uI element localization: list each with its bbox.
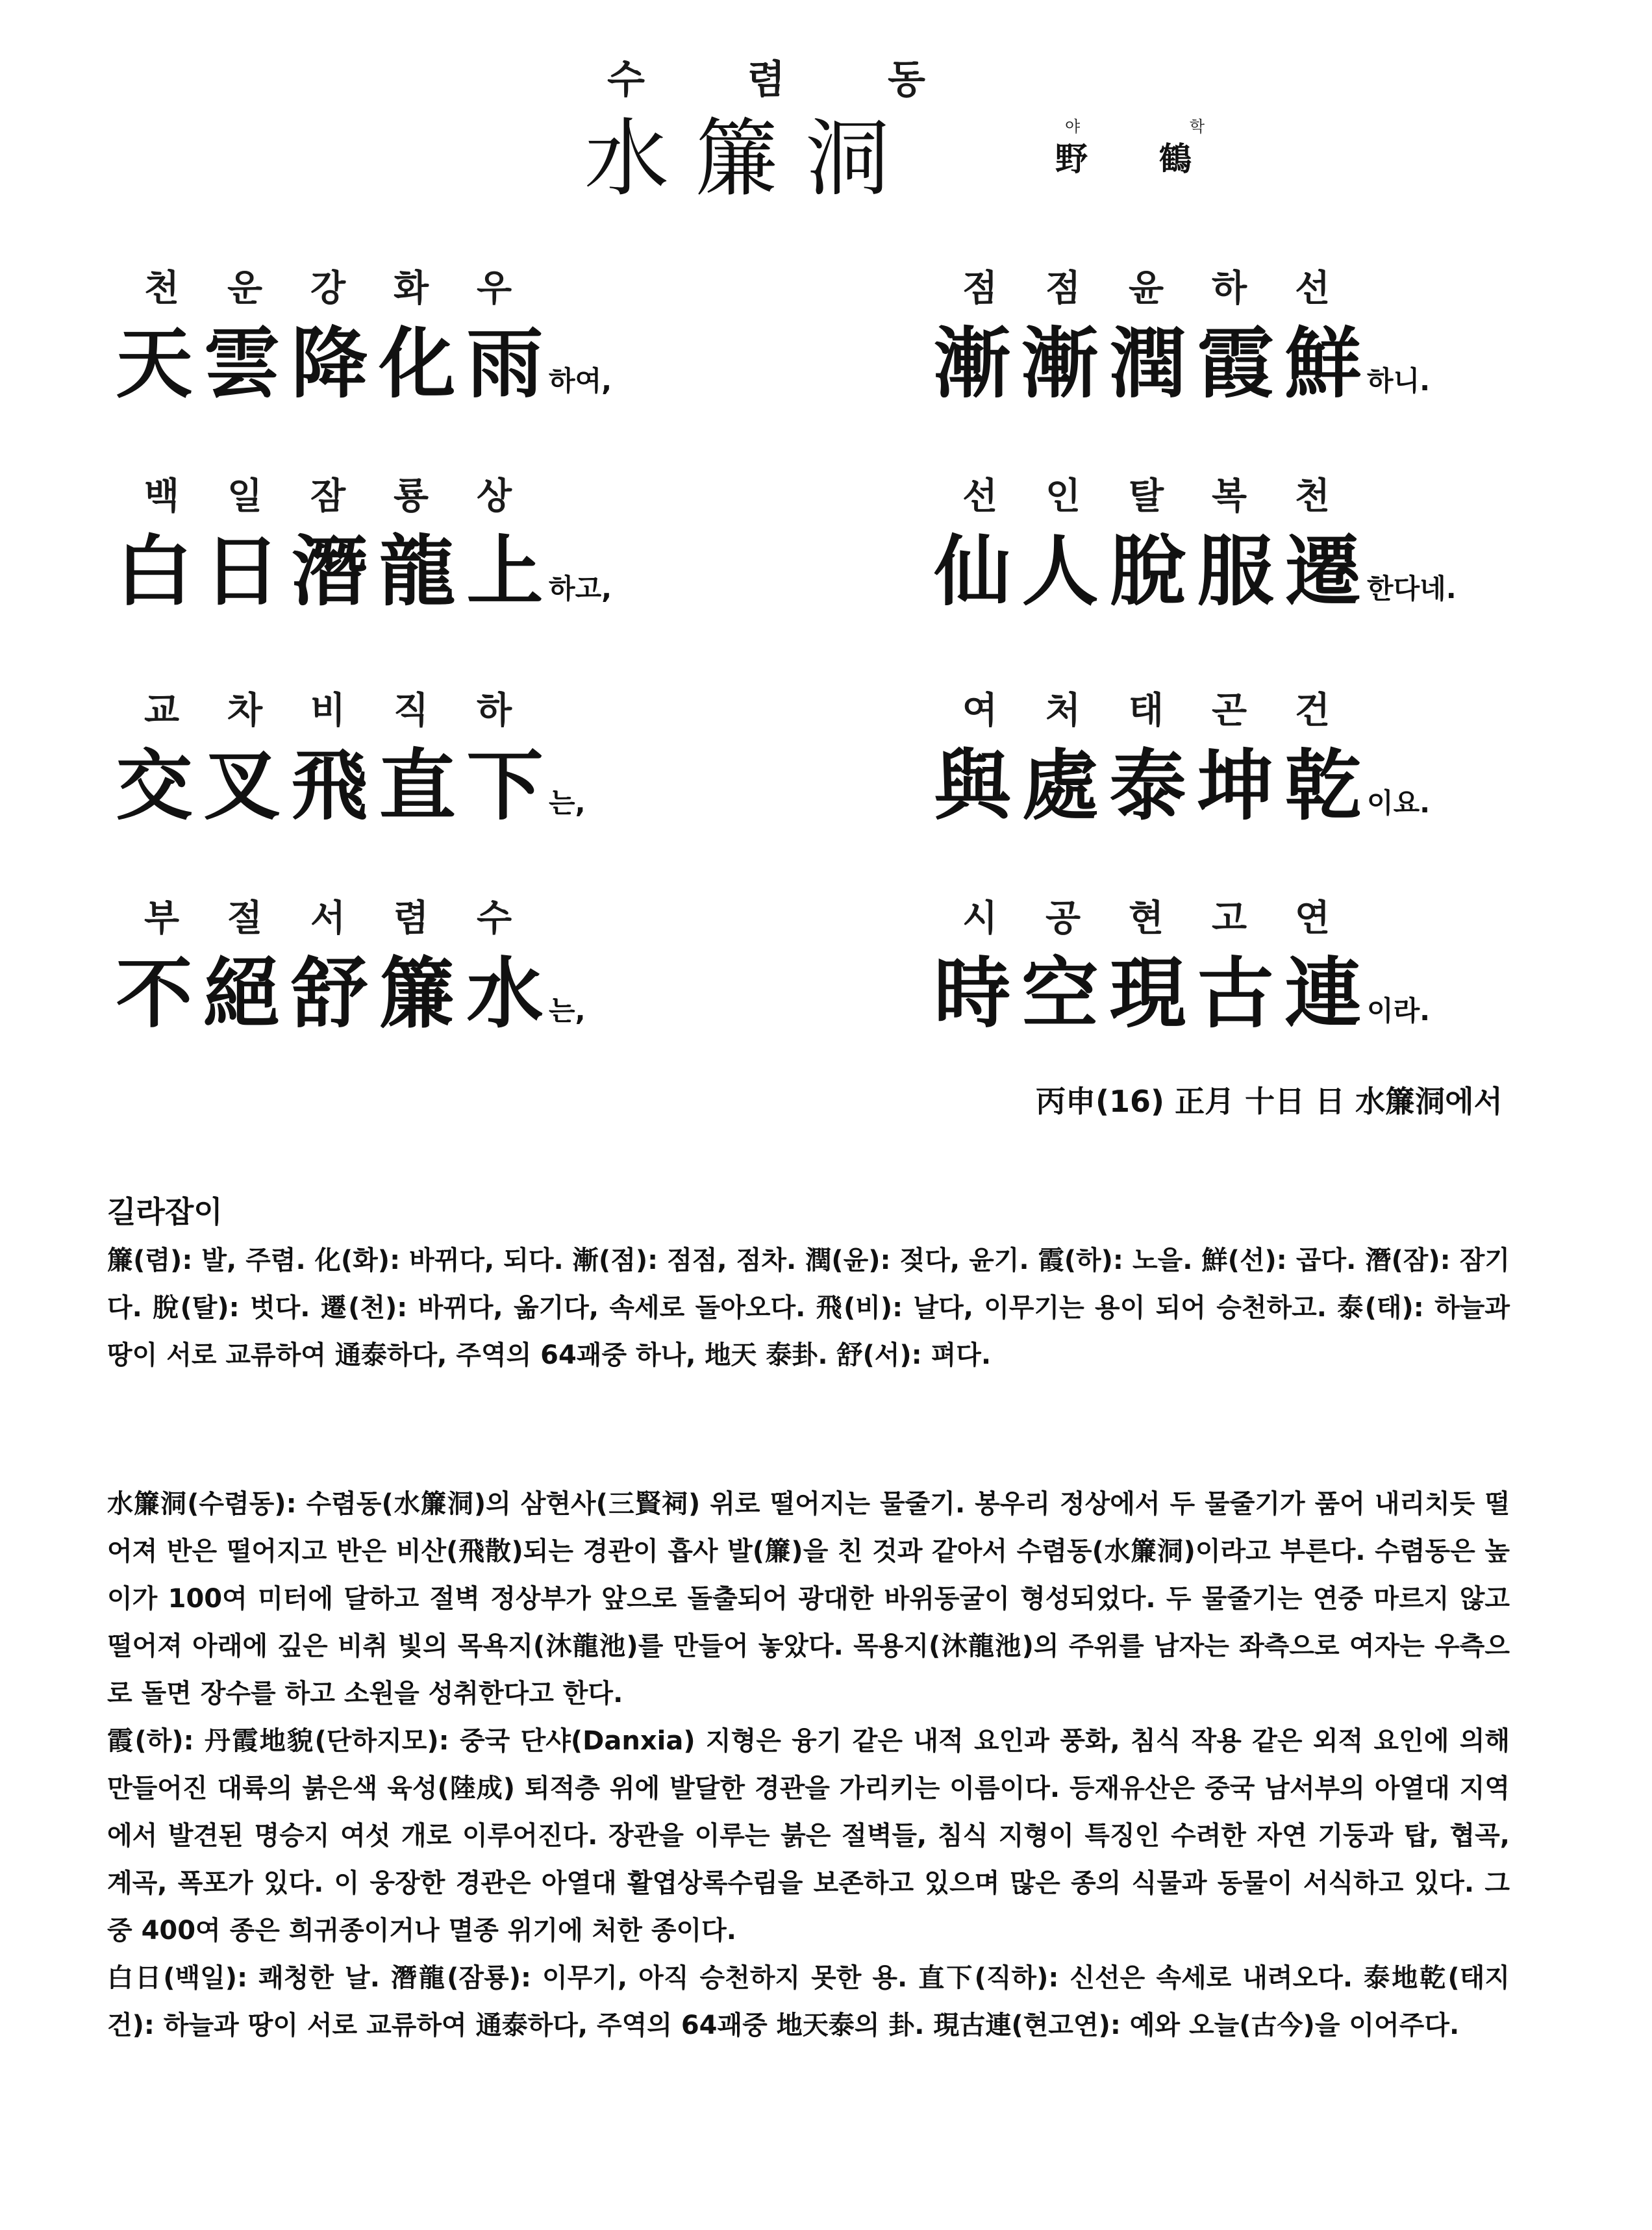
verse-hanja-line xyxy=(110,724,586,834)
verse-hanja-char: 直 xyxy=(379,740,456,831)
verse-hanja-char: 潛 xyxy=(291,526,368,616)
verse-hanja-char: 天 xyxy=(116,318,193,408)
verse-reading-char: 서 xyxy=(310,897,346,940)
verse-reading-char: 직 xyxy=(393,690,429,732)
verse-hanja-char: 降 xyxy=(291,318,368,408)
glossary-paragraph: 白日(백일): 쾌청한 날. 潛龍(잠룡): 이무기, 아직 승천하지 못한 용. 直下(직하): 신선은 속세로 내려오다. 泰地乾(태지건): 하늘과 땅이 서로 교류하여 通泰하다, 주역의 64괘중 地天泰의 卦. 現古連(현고연): 예와 오늘(古今)을 이어주다. xyxy=(107,1963,1510,2040)
verse-hanja-char: 霞 xyxy=(1197,318,1274,408)
verse-hanja-char: 古 xyxy=(1197,948,1274,1038)
verse-reading-char: 현 xyxy=(1128,897,1164,940)
verse-reading-char: 시 xyxy=(962,897,998,940)
verse-hanja-line xyxy=(929,302,1430,412)
glossary-block-1 xyxy=(107,1237,1510,1379)
verse-reading-char: 부 xyxy=(144,897,180,940)
verse-suffix: 는, xyxy=(549,995,586,1027)
verse-suffix: 하니. xyxy=(1367,365,1431,397)
verse-reading-char: 하 xyxy=(1211,268,1247,310)
title-reading-char: 렴 xyxy=(747,57,785,103)
title-hanja-char: 洞 xyxy=(805,109,916,208)
verse-reading-char: 수 xyxy=(476,897,512,940)
verse-hanja-char: 下 xyxy=(466,740,544,831)
verse-hanja-char: 空 xyxy=(1021,948,1099,1038)
verse-hanja-char: 飛 xyxy=(291,740,368,831)
title-hanja-char: 簾 xyxy=(695,109,806,208)
verse-reading-char: 백 xyxy=(144,475,180,518)
verse-reading-char: 연 xyxy=(1294,897,1331,940)
verse-hanja-char: 交 xyxy=(116,740,193,831)
verse-hanja-char: 泰 xyxy=(1109,740,1186,831)
verse-hanja-char: 漸 xyxy=(1021,318,1099,408)
verse-reading-char: 인 xyxy=(1045,475,1081,518)
verse-hanja-char: 現 xyxy=(1109,948,1186,1038)
verse-hanja-char: 時 xyxy=(934,948,1011,1038)
verse-suffix: 는, xyxy=(549,787,586,819)
verse-hanja-char: 不 xyxy=(116,948,193,1038)
verse-hanja-char: 連 xyxy=(1284,948,1362,1038)
verse-hanja-char: 與 xyxy=(934,740,1011,831)
glossary-paragraph: 水簾洞(수렴동): 수렴동(水簾洞)의 삼현사(三賢祠) 위로 떨어지는 물줄기. 봉우리 정상에서 두 물줄기가 품어 내리치듯 떨어져 반은 떨어지고 반은 비산(飛散)되는 경관이 흡사 발(簾)을 친 것과 같아서 수렴동(水簾洞)이라고 부른다. 수렴동은 높이가 100여 미터에 달하고 절벽 정상부가 앞으로 돌출되어 광대한 바위동굴이 형성되었다. 두 물줄기는 연중 마르지 않고 떨어져 아래에 깊은 비취 빛의 목욕지(沐龍池)를 만들어 놓았다. 목용지(沐龍池)의 주위를 남자는 좌측으로 여자는 우측으로 돌면 장수를 하고 소원을 성취한다고 한다. xyxy=(107,1489,1510,1709)
verse-reading-char: 선 xyxy=(1294,268,1331,310)
author-reading-char: 학 xyxy=(1189,118,1205,136)
author-hanja-char: 鶴 xyxy=(1159,140,1263,178)
title-reading-char: 수 xyxy=(607,57,645,103)
verse-reading-char: 렴 xyxy=(393,897,429,940)
verse-reading-char: 천 xyxy=(144,268,180,310)
verse-hanja-char: 龍 xyxy=(379,526,456,616)
verse-hanja-char: 處 xyxy=(1021,740,1099,831)
verse-hanja-char: 乾 xyxy=(1284,740,1362,831)
verse-suffix: 이요. xyxy=(1367,787,1431,819)
verse-hanja-char: 簾 xyxy=(379,948,456,1038)
verse-reading-char: 건 xyxy=(1294,690,1331,732)
verse-hanja-line xyxy=(110,932,586,1042)
verse-hanja-line xyxy=(929,510,1457,620)
verse-hanja-char: 絕 xyxy=(203,948,281,1038)
verse-hanja-char: 潤 xyxy=(1109,318,1186,408)
verse-hanja-char: 鮮 xyxy=(1284,318,1362,408)
verse-reading-char: 일 xyxy=(227,475,263,518)
verse-reading-char: 공 xyxy=(1045,897,1081,940)
verse-hanja-line xyxy=(929,724,1430,834)
verse-hanja-char: 遷 xyxy=(1284,526,1362,616)
verse-reading-char: 점 xyxy=(1045,268,1081,310)
verse-reading-char: 잠 xyxy=(310,475,346,518)
glossary-paragraph: 霞(하): 丹霞地貌(단하지모): 중국 단샤(Danxia) 지형은 융기 같은 내적 요인과 풍화, 침식 작용 같은 외적 요인에 의해 만들어진 대륙의 붉은색 육성(陸成) 퇴적층 위에 발달한 경관을 가리키는 이름이다. 등재유산은 중국 남서부의 아열대 지역에서 발견된 명승지 여섯 개로 이루어진다. 장관을 이루는 붉은 절벽들, 침식 지형이 특징인 수려한 자연 기둥과 탑, 협곡, 계곡, 폭포가 있다. 이 웅장한 경관은 아열대 활엽상록수림을 보존하고 있으며 많은 종의 식물과 동물이 서식하고 있다. 그중 400여 종은 희귀종이거나 멸종 위기에 처한 종이다. xyxy=(107,1726,1510,1946)
title-hanja-char: 水 xyxy=(584,109,695,208)
verse-reading-char: 태 xyxy=(1128,690,1164,732)
verse-hanja-char: 服 xyxy=(1197,526,1274,616)
verse-reading-char: 운 xyxy=(227,268,263,310)
verse-hanja-char: 雨 xyxy=(466,318,544,408)
author-reading-char: 야 xyxy=(1065,118,1081,136)
verse-reading-char: 우 xyxy=(476,268,512,310)
verse-reading-char: 곤 xyxy=(1211,690,1247,732)
verse-suffix: 하여, xyxy=(549,365,612,397)
verse-hanja-char: 化 xyxy=(379,318,456,408)
verse-reading-char: 여 xyxy=(962,690,998,732)
verse-hanja-char: 日 xyxy=(203,526,281,616)
verse-reading-char: 고 xyxy=(1211,897,1247,940)
verse-hanja-char: 坤 xyxy=(1197,740,1274,831)
verse-reading-char: 상 xyxy=(476,475,512,518)
verse-hanja-char: 叉 xyxy=(203,740,281,831)
verse-reading-char: 선 xyxy=(962,475,998,518)
verse-reading-char: 차 xyxy=(227,690,263,732)
verse-hanja-char: 仙 xyxy=(934,526,1011,616)
page-title xyxy=(584,91,916,212)
verse-reading-char: 강 xyxy=(310,268,346,310)
author-hanja-char: 野 xyxy=(1055,140,1159,178)
verse-reading-char: 점 xyxy=(962,268,998,310)
verse-reading-char: 비 xyxy=(310,690,346,732)
verse-hanja-char: 漸 xyxy=(934,318,1011,408)
verse-reading-char: 하 xyxy=(476,690,512,732)
glossary-paragraph: 簾(렴): 발, 주렴. 化(화): 바뀌다, 되다. 漸(점): 점점, 점차. 潤(윤): 젖다, 윤기. 霞(하): 노을. 鮮(선): 곱다. 潛(잠): 잠기다. 脫(탈): 벗다. 遷(천): 바뀌다, 옮기다, 속세로 돌아오다. 飛(비): 날다, 이무기는 용이 되어 승천하고. 泰(태): 하늘과 땅이 서로 교류하여 通泰하다, 주역의 64괘중 하나, 地天 泰卦. 舒(서): 펴다. xyxy=(107,1246,1510,1370)
verse-reading-char: 처 xyxy=(1045,690,1081,732)
verse-hanja-char: 上 xyxy=(466,526,544,616)
glossary-title: 길라잡이 xyxy=(107,1194,223,1229)
verse-hanja-line xyxy=(929,932,1430,1042)
author-name xyxy=(1055,133,1263,180)
verse-hanja-char: 舒 xyxy=(291,948,368,1038)
verse-hanja-char: 脫 xyxy=(1109,526,1186,616)
verse-reading-char: 윤 xyxy=(1128,268,1164,310)
date-line: 丙申(16) 正月 十日 日 水簾洞에서 xyxy=(1036,1084,1503,1119)
verse-hanja-char: 白 xyxy=(116,526,193,616)
verse-reading-char: 룡 xyxy=(393,475,429,518)
verse-reading-char: 천 xyxy=(1294,475,1331,518)
verse-suffix: 이라. xyxy=(1367,995,1431,1027)
verse-hanja-line xyxy=(110,510,612,620)
verse-hanja-char: 水 xyxy=(466,948,544,1038)
verse-reading-char: 복 xyxy=(1211,475,1247,518)
verse-hanja-char: 雲 xyxy=(203,318,281,408)
verse-reading-char: 화 xyxy=(393,268,429,310)
verse-reading-char: 절 xyxy=(227,897,263,940)
glossary-block-2 xyxy=(107,1481,1510,2049)
title-reading-char: 동 xyxy=(888,57,925,103)
verse-reading-char: 탈 xyxy=(1128,475,1164,518)
verse-suffix: 하고, xyxy=(549,573,612,605)
verse-hanja-line xyxy=(110,302,612,412)
verse-reading-char: 교 xyxy=(144,690,180,732)
verse-suffix: 한다네. xyxy=(1367,573,1457,605)
verse-hanja-char: 人 xyxy=(1021,526,1099,616)
